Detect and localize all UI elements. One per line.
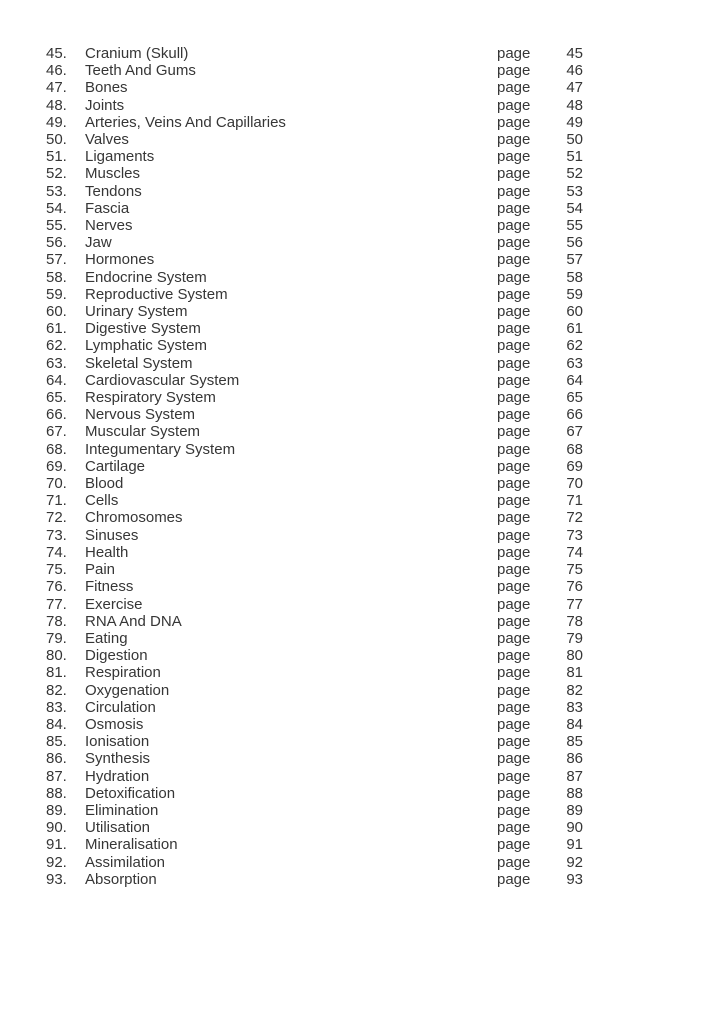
page-label: page: [497, 423, 531, 441]
page-label: page: [497, 285, 531, 303]
entry-title: Utilisation: [85, 819, 151, 837]
toc-entry: [46, 79, 724, 96]
entry-title: Respiratory System: [85, 389, 216, 407]
toc-entry: [46, 269, 724, 286]
entry-number: 57.: [46, 251, 67, 269]
page-label: page: [497, 131, 531, 149]
entry-page-number: 65: [566, 389, 583, 407]
page-label: page: [497, 836, 531, 854]
entry-title: Mineralisation: [85, 836, 178, 854]
entry-page-number: 60: [566, 303, 583, 321]
entry-number: 77.: [46, 595, 67, 613]
page-label: page: [497, 647, 531, 665]
entry-number: 65.: [46, 389, 67, 407]
toc-entry: [46, 303, 724, 320]
entry-page-number: 45: [566, 45, 583, 62]
entry-page-number: 88: [566, 784, 583, 802]
entry-number: 72.: [46, 509, 67, 527]
entry-page-number: 67: [566, 423, 583, 441]
entry-number: 58.: [46, 268, 67, 286]
entry-page-number: 79: [566, 629, 583, 647]
entry-page-number: 73: [566, 526, 583, 544]
page-label: page: [497, 62, 531, 80]
page-label: page: [497, 406, 531, 424]
entry-number: 60.: [46, 303, 67, 321]
toc-entry: [46, 441, 724, 458]
entry-page-number: 86: [566, 750, 583, 768]
entry-number: 50.: [46, 131, 67, 149]
page-label: page: [497, 217, 531, 235]
entry-title: Absorption: [85, 870, 157, 888]
page-label: page: [497, 853, 531, 871]
entry-number: 52.: [46, 165, 67, 183]
toc-entry: [46, 630, 724, 647]
entry-number: 70.: [46, 475, 67, 493]
entry-number: 68.: [46, 440, 67, 458]
entry-number: 83.: [46, 698, 67, 716]
entry-page-number: 76: [566, 578, 583, 596]
page-label: page: [497, 767, 531, 785]
entry-page-number: 71: [566, 492, 583, 510]
page-label: page: [497, 509, 531, 527]
entry-page-number: 51: [566, 148, 583, 166]
entry-title: Cartilage: [85, 457, 146, 475]
toc-entry: [46, 664, 724, 681]
page-label: page: [497, 681, 531, 699]
page-label: page: [497, 715, 531, 733]
entry-page-number: 93: [566, 870, 583, 888]
entry-title: Circulation: [85, 698, 156, 716]
entry-title: Skeletal System: [85, 354, 193, 372]
entry-page-number: 80: [566, 647, 583, 665]
entry-title: Hydration: [85, 767, 150, 785]
toc-entry: [46, 372, 724, 389]
toc-entry: [46, 750, 724, 767]
entry-title: RNA And DNA: [85, 612, 182, 630]
entry-title: Fascia: [85, 199, 130, 217]
entry-number: 66.: [46, 406, 67, 424]
entry-title: Respiration: [85, 664, 161, 682]
entry-number: 89.: [46, 801, 67, 819]
page-label: page: [497, 870, 531, 888]
entry-number: 88.: [46, 784, 67, 802]
entry-number: 90.: [46, 819, 67, 837]
toc-entry: [46, 716, 724, 733]
entry-number: 84.: [46, 715, 67, 733]
entry-title: Urinary System: [85, 303, 188, 321]
toc-entry: [46, 802, 724, 819]
entry-title: Synthesis: [85, 750, 151, 768]
page-label: page: [497, 629, 531, 647]
entry-title: Oxygenation: [85, 681, 170, 699]
toc-entry: [46, 234, 724, 251]
entry-title: Nervous System: [85, 406, 196, 424]
entry-number: 55.: [46, 217, 67, 235]
entry-page-number: 75: [566, 561, 583, 579]
entry-page-number: 81: [566, 664, 583, 682]
entry-number: 87.: [46, 767, 67, 785]
entry-number: 46.: [46, 62, 67, 80]
page-label: page: [497, 165, 531, 183]
entry-title: Osmosis: [85, 715, 144, 733]
entry-page-number: 85: [566, 733, 583, 751]
entry-number: 91.: [46, 836, 67, 854]
page-label: page: [497, 457, 531, 475]
entry-title: Arteries, Veins And Capillaries: [85, 113, 286, 131]
entry-page-number: 53: [566, 182, 583, 200]
entry-number: 93.: [46, 870, 67, 888]
toc-entry: [46, 114, 724, 131]
toc-entry: [46, 406, 724, 423]
entry-page-number: 74: [566, 543, 583, 561]
entry-title: Muscular System: [85, 423, 201, 441]
entry-title: Blood: [85, 475, 124, 493]
toc-entry: [46, 475, 724, 492]
entry-page-number: 56: [566, 234, 583, 252]
entry-title: Eating: [85, 629, 128, 647]
entry-title: Reproductive System: [85, 285, 228, 303]
entry-number: 61.: [46, 320, 67, 338]
page-label: page: [497, 561, 531, 579]
entry-title: Ionisation: [85, 733, 150, 751]
entry-title: Cranium (Skull): [85, 45, 189, 62]
page-label: page: [497, 251, 531, 269]
entry-title: Digestion: [85, 647, 148, 665]
entry-title: Detoxification: [85, 784, 176, 802]
toc-entry: [46, 320, 724, 337]
toc-entry: [46, 509, 724, 526]
page-label: page: [497, 354, 531, 372]
entry-page-number: 52: [566, 165, 583, 183]
entry-number: 51.: [46, 148, 67, 166]
entry-page-number: 54: [566, 199, 583, 217]
entry-title: Endocrine System: [85, 268, 207, 286]
page-label: page: [497, 182, 531, 200]
entry-number: 47.: [46, 79, 67, 97]
entry-number: 54.: [46, 199, 67, 217]
toc-entry: [46, 819, 724, 836]
entry-page-number: 77: [566, 595, 583, 613]
entry-page-number: 87: [566, 767, 583, 785]
toc-entry: [46, 355, 724, 372]
entry-title: Lymphatic System: [85, 337, 207, 355]
page-label: page: [497, 698, 531, 716]
page-label: page: [497, 664, 531, 682]
toc-entry: [46, 854, 724, 871]
toc-entry: [46, 785, 724, 802]
entry-page-number: 62: [566, 337, 583, 355]
toc-entry: [46, 871, 724, 888]
page-label: page: [497, 113, 531, 131]
toc-entry: [46, 45, 724, 62]
page-label: page: [497, 819, 531, 837]
entry-page-number: 57: [566, 251, 583, 269]
toc-entry: [46, 389, 724, 406]
page-label: page: [497, 320, 531, 338]
toc-entry: [46, 62, 724, 79]
entry-page-number: 83: [566, 698, 583, 716]
entry-page-number: 47: [566, 79, 583, 97]
page-label: page: [497, 750, 531, 768]
toc-entry: [46, 217, 724, 234]
entry-title: Elimination: [85, 801, 159, 819]
page-label: page: [497, 801, 531, 819]
toc-entry: [46, 699, 724, 716]
toc-entry: [46, 836, 724, 853]
toc-entry: [46, 492, 724, 509]
entry-title: Assimilation: [85, 853, 166, 871]
entry-title: Bones: [85, 79, 128, 97]
entry-page-number: 63: [566, 354, 583, 372]
toc-entry: [46, 682, 724, 699]
entry-page-number: 58: [566, 268, 583, 286]
toc-entry: [46, 200, 724, 217]
toc-entry: [46, 527, 724, 544]
entry-number: 71.: [46, 492, 67, 510]
page-label: page: [497, 303, 531, 321]
entry-title: Fitness: [85, 578, 134, 596]
entry-page-number: 59: [566, 285, 583, 303]
entry-title: Integumentary System: [85, 440, 236, 458]
entry-page-number: 49: [566, 113, 583, 131]
toc-entry: [46, 596, 724, 613]
page-label: page: [497, 526, 531, 544]
entry-number: 80.: [46, 647, 67, 665]
entry-page-number: 82: [566, 681, 583, 699]
page-label: page: [497, 733, 531, 751]
page-label: page: [497, 268, 531, 286]
entry-number: 48.: [46, 96, 67, 114]
page-label: page: [497, 543, 531, 561]
entry-number: 64.: [46, 371, 67, 389]
entry-page-number: 91: [566, 836, 583, 854]
page-label: page: [497, 79, 531, 97]
entry-page-number: 64: [566, 371, 583, 389]
toc-entry: [46, 578, 724, 595]
page-label: page: [497, 199, 531, 217]
entry-number: 45.: [46, 45, 67, 62]
page-label: page: [497, 389, 531, 407]
entry-page-number: 84: [566, 715, 583, 733]
entry-page-number: 48: [566, 96, 583, 114]
entry-number: 76.: [46, 578, 67, 596]
page-label: page: [497, 612, 531, 630]
entry-page-number: 89: [566, 801, 583, 819]
entry-number: 62.: [46, 337, 67, 355]
toc-entry: [46, 613, 724, 630]
toc-entry: [46, 286, 724, 303]
entry-page-number: 92: [566, 853, 583, 871]
entry-number: 78.: [46, 612, 67, 630]
toc-entry: [46, 561, 724, 578]
page-label: page: [497, 96, 531, 114]
entry-title: Jaw: [85, 234, 112, 252]
entry-number: 69.: [46, 457, 67, 475]
entry-title: Cardiovascular System: [85, 371, 240, 389]
entry-number: 79.: [46, 629, 67, 647]
entry-title: Chromosomes: [85, 509, 183, 527]
page-label: page: [497, 475, 531, 493]
page-label: page: [497, 337, 531, 355]
page-label: page: [497, 371, 531, 389]
entry-title: Muscles: [85, 165, 141, 183]
entry-number: 73.: [46, 526, 67, 544]
entry-page-number: 70: [566, 475, 583, 493]
entry-title: Hormones: [85, 251, 155, 269]
page-label: page: [497, 595, 531, 613]
page-label: page: [497, 234, 531, 252]
entry-page-number: 55: [566, 217, 583, 235]
toc-entry: [46, 131, 724, 148]
page-label: page: [497, 148, 531, 166]
entry-number: 81.: [46, 664, 67, 682]
entry-number: 59.: [46, 285, 67, 303]
entry-number: 92.: [46, 853, 67, 871]
page-label: page: [497, 492, 531, 510]
toc-entry: [46, 544, 724, 561]
entry-title: Joints: [85, 96, 125, 114]
toc-entry: [46, 337, 724, 354]
entry-page-number: 90: [566, 819, 583, 837]
entry-number: 49.: [46, 113, 67, 131]
entry-title: Teeth And Gums: [85, 62, 196, 80]
toc-entry: [46, 183, 724, 200]
entry-page-number: 78: [566, 612, 583, 630]
toc-entry: [46, 165, 724, 182]
entry-number: 67.: [46, 423, 67, 441]
entry-page-number: 68: [566, 440, 583, 458]
entry-title: Nerves: [85, 217, 133, 235]
entry-title: Valves: [85, 131, 129, 149]
page-label: page: [497, 784, 531, 802]
toc-entry: [46, 148, 724, 165]
entry-title: Tendons: [85, 182, 142, 200]
entry-page-number: 72: [566, 509, 583, 527]
entry-title: Cells: [85, 492, 119, 510]
page-label: page: [497, 578, 531, 596]
toc-entry: [46, 423, 724, 440]
entry-number: 53.: [46, 182, 67, 200]
entry-number: 82.: [46, 681, 67, 699]
entry-title: Ligaments: [85, 148, 155, 166]
page-label: page: [497, 440, 531, 458]
entry-number: 74.: [46, 543, 67, 561]
entry-number: 85.: [46, 733, 67, 751]
toc-entry: [46, 768, 724, 785]
entry-page-number: 61: [566, 320, 583, 338]
toc-entry: [46, 733, 724, 750]
entry-title: Exercise: [85, 595, 143, 613]
entry-title: Sinuses: [85, 526, 139, 544]
entry-number: 75.: [46, 561, 67, 579]
entry-title: Health: [85, 543, 129, 561]
entry-number: 86.: [46, 750, 67, 768]
entry-page-number: 50: [566, 131, 583, 149]
page-label: page: [497, 45, 531, 62]
entry-page-number: 46: [566, 62, 583, 80]
entry-title: Pain: [85, 561, 116, 579]
entry-page-number: 69: [566, 457, 583, 475]
toc-entry: [46, 251, 724, 268]
toc-entry: [46, 97, 724, 114]
entry-number: 56.: [46, 234, 67, 252]
entry-title: Digestive System: [85, 320, 201, 338]
toc-entry: [46, 647, 724, 664]
entry-page-number: 66: [566, 406, 583, 424]
toc-entry: [46, 458, 724, 475]
entry-number: 63.: [46, 354, 67, 372]
